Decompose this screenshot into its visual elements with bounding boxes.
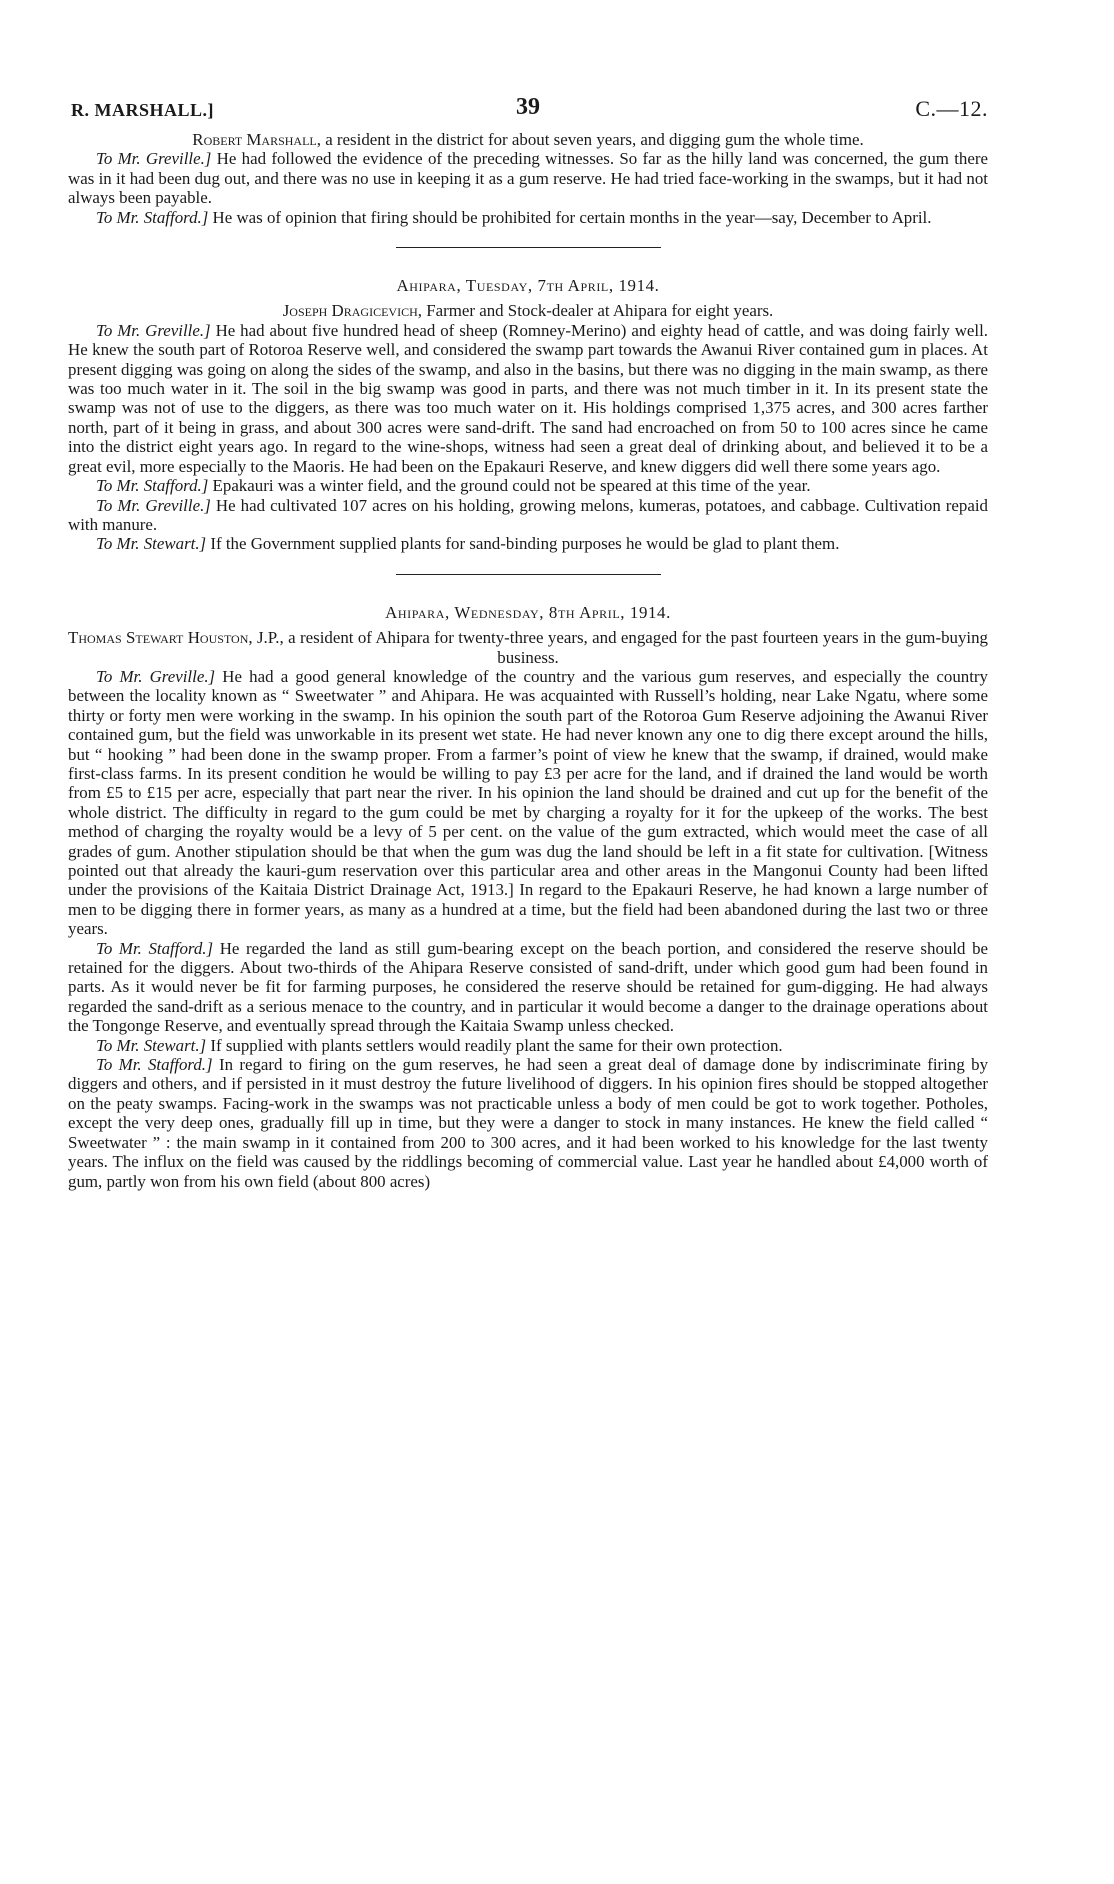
examiner-label: To Mr. Stewart.] <box>96 1035 207 1055</box>
header-witness-name: R. MARSHALL.] <box>71 100 215 120</box>
evidence-paragraph: To Mr. Stafford.] He regarded the land as still gum-bearing except on the beach portion, and considered the reserve should be retained for the diggers. About two-thirds of the Ahipara Reserve consisted of sand-drift, under which good gum had been found in parts. As it would never be fit for farming purposes, he considered the reserve should be retained for gum-digging. He had always regarded the sand-drift as a serious menace to the country, and in particular it would become a danger to the drainage operations about the Tongonge Reserve, and eventually spread through the Kaitaia Swamp unless checked. <box>68 938 989 1036</box>
evidence-paragraph: To Mr. Greville.] He had followed the evidence of the preceding witnesses. So far as the hilly land was concerned, the gum there was in it had been dug out, and there was no use in keeping it as a gum reserve. He had tried face-working in the swamps, but it had not always been payable. <box>68 149 988 208</box>
witness-name: Robert Marshall <box>192 130 317 149</box>
page-number: 39 <box>516 94 540 120</box>
section-divider <box>396 574 661 575</box>
examiner-label: To Mr. Stafford.] <box>96 207 209 227</box>
evidence-paragraph: To Mr. Greville.] He had cultivated 107 acres on his holding, growing melons, kumeras, potatoes, and cabbage. Cultivation repaid with manure. <box>68 495 989 534</box>
document-page <box>68 94 988 1191</box>
examiner-label: To Mr. Greville.] <box>96 666 216 686</box>
examiner-label: To Mr. Greville.] <box>96 149 212 169</box>
evidence-paragraph: To Mr. Greville.] He had a good general knowledge of the country and the various gum reserves, and especially the country between the locality known as “ Sweetwater ” and Ahipara. He was acquainted with Russell’s holding, near Lake Ngatu, where some thirty or forty men were working in the swamp. In his opinion the south part of the Rotoroa Gum Reserve adjoining the Awanui River contained gum, but the field was unworkable in its present wet state. He had never known any one to dig there except around the hills, but “ hooking ” had been done in the swamp proper. From a farmer’s point of view he knew that the swamp, if drained, would make first-class farms. In its present condition he would be willing to pay £3 per acre for the land, and if drained the land would be worth from £5 to £15 per acre, especially that part near the river. In his opinion the land should be drained and cut up for the benefit of the whole district. The difficulty in regard to the gum could be met by charging a royalty for it for the upkeep of the works. The best method of charging the royalty would be a levy of 5 per cent. on the value of the gum extracted, which would meet the case of all grades of gum. Another stipulation should be that when the gum was dug the land should be left in a fit state for cultivation. [Witness pointed out that already the kauri-gum reservation over this particular area and other areas in the Mangonui County had been lifted under the provisions of the Kaitaia District Drainage Act, 1913.] In regard to the Epakauri Reserve, he had known a large number of men to be digging there in former years, as many as a hundred at a time, but the field had been abandoned during the last two or three years. <box>68 666 988 939</box>
examiner-label: To Mr. Stewart.] <box>96 534 207 554</box>
section-dateline: Ahipara, Tuesday, 7th April, 1914. <box>396 276 660 296</box>
witness-intro-dragicevich: Joseph Dragicevich, Farmer and Stock-dealer at Ahipara for eight years. <box>282 301 774 321</box>
evidence-paragraph: To Mr. Stafford.] He was of opinion that firing should be prohibited for certain months in the year—say, December to April. <box>96 207 932 227</box>
evidence-paragraph: To Mr. Greville.] He had about five hundred head of sheep (Romney-Merino) and eighty head of cattle, and was doing fairly well. He knew the south part of Rotoroa Reserve well, and considered the swamp part towards the Awanui River contained gum in places. At present digging was going on along the sides of the swamp, and also in the basins, but there was no digging in the main swamp, as there was too much water in it. The soil in the big swamp was good in parts, and there was not much timber in it. In its present state the swamp was not of use to the diggers, as there was too much water on it. His holdings comprised 1,375 acres, and 300 acres farther north, part of it being in grass, and about 300 acres were sand-drift. The sand had encroached on from 50 to 100 acres since he came into the district eight years ago. In regard to the wine-shops, witness had seen a great deal of drinking about, and believed it to be a great evil, more especially to the Maoris. He had been on the Epakauri Reserve, and knew diggers did well there some years ago. <box>68 320 988 476</box>
examiner-label: To Mr. Greville.] <box>96 495 211 515</box>
section-dateline: Ahipara, Wednesday, 8th April, 1914. <box>385 602 671 622</box>
witness-intro-marshall: Robert Marshall, a resident in the district for about seven years, and digging gum the whole time. <box>192 130 864 149</box>
witness-name: Thomas Stewart Houston <box>68 628 249 648</box>
document-reference: C.—12. <box>915 96 988 121</box>
section-divider <box>396 247 661 248</box>
examiner-label: To Mr. Stafford.] <box>96 476 209 496</box>
evidence-paragraph: To Mr. Stewart.] If the Government supplied plants for sand-binding purposes he would be glad to plant them. <box>96 534 840 554</box>
examiner-label: To Mr. Stafford.] <box>96 938 214 958</box>
evidence-paragraph: To Mr. Stewart.] If supplied with plants settlers would readily plant the same for their own protection. <box>96 1035 783 1055</box>
witness-intro-houston: Thomas Stewart Houston, J.P., a resident of Ahipara for twenty-three years, and engaged for the past fourteen years in the gum-buying business. <box>68 628 988 667</box>
page-header <box>68 94 988 130</box>
examiner-label: To Mr. Greville.] <box>96 320 211 340</box>
examiner-label: To Mr. Stafford.] <box>96 1055 213 1075</box>
evidence-paragraph: To Mr. Stafford.] In regard to firing on the gum reserves, he had seen a great deal of damage done by indiscriminate firing by diggers and others, and if persisted in it must destroy the future livelihood of diggers. In his opinion fires should be stopped altogether on the peaty swamps. Facing-work in the swamps was not practicable unless a body of men could be got to work together. Potholes, except the very deep ones, gradually fill up in time, but they were a danger to stock in many instances. He knew the field called “ Sweetwater ” : the main swamp in it contained from 200 to 300 acres, and it had been worked to his knowledge for the last twenty years. The influx on the field was caused by the riddlings becoming of commercial value. Last year he handled about £4,000 worth of gum, partly won from his own field (about 800 acres) <box>68 1055 989 1191</box>
witness-name: Joseph Dragicevich <box>282 301 418 321</box>
evidence-paragraph: To Mr. Stafford.] Epakauri was a winter field, and the ground could not be speared at this time of the year. <box>96 476 811 496</box>
